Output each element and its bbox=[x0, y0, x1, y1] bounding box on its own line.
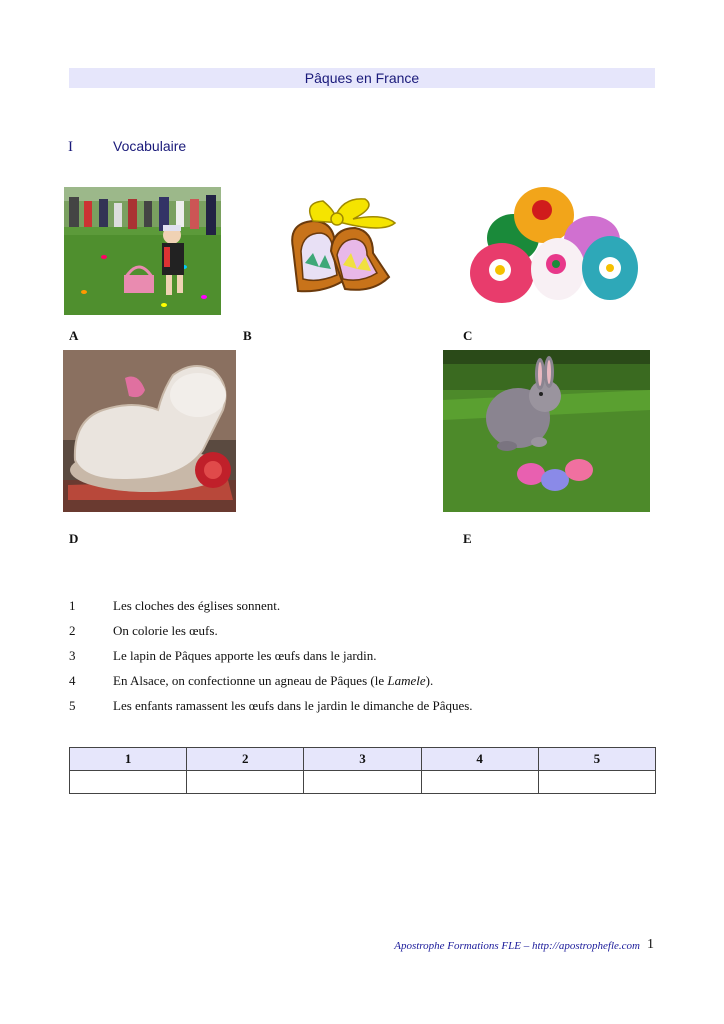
page-title: Pâques en France bbox=[304, 70, 420, 86]
answer-cell[interactable] bbox=[538, 771, 655, 794]
image-d-lamb-cake bbox=[63, 350, 236, 512]
sentence-number: 4 bbox=[69, 673, 76, 688]
answer-cell[interactable] bbox=[70, 771, 187, 794]
answer-header-cell: 3 bbox=[304, 748, 421, 771]
sentence-text: On colorie les œufs. bbox=[113, 623, 218, 638]
sentence-number: 3 bbox=[69, 648, 76, 663]
image-label-a: A bbox=[69, 328, 79, 343]
sentence-text: Les cloches des églises sonnent. bbox=[113, 598, 281, 613]
answer-header-cell: 2 bbox=[187, 748, 304, 771]
answer-header-cell: 5 bbox=[538, 748, 655, 771]
image-label-b: B bbox=[243, 328, 252, 343]
image-label-e: E bbox=[463, 531, 472, 546]
answer-table bbox=[69, 747, 656, 794]
answer-cell[interactable] bbox=[304, 771, 421, 794]
sentence-number: 2 bbox=[69, 623, 76, 638]
sentence-text-part: ). bbox=[425, 673, 434, 688]
page-number: 1 bbox=[647, 937, 654, 952]
image-label-c: C bbox=[463, 328, 473, 343]
section-number: I bbox=[68, 139, 73, 155]
image-e-rabbit bbox=[443, 350, 650, 512]
section-title: Vocabulaire bbox=[113, 138, 187, 154]
answer-table-row bbox=[70, 771, 656, 794]
sentence-italic-word: Lamele bbox=[387, 673, 426, 688]
answer-table-header-row bbox=[70, 748, 656, 771]
sentence-text bbox=[113, 673, 433, 689]
image-c-painted-eggs bbox=[468, 180, 643, 310]
sentence-text: Les enfants ramassent les œufs dans le jardin le dimanche de Pâques. bbox=[113, 698, 473, 713]
sentence-text-part: En Alsace, on confectionne un agneau de Pâques (le bbox=[113, 673, 388, 688]
answer-cell[interactable] bbox=[421, 771, 538, 794]
answer-cell[interactable] bbox=[187, 771, 304, 794]
image-label-d: D bbox=[69, 531, 79, 546]
title-bar bbox=[69, 68, 655, 88]
footer-credit: Apostrophe Formations FLE – http://apostrophefle.com bbox=[394, 940, 640, 952]
answer-header-cell: 4 bbox=[421, 748, 538, 771]
sentence-number: 5 bbox=[69, 698, 76, 713]
sentence-text: Le lapin de Pâques apporte les œufs dans le jardin. bbox=[113, 648, 377, 663]
image-a-egg-hunt bbox=[64, 187, 221, 315]
sentence-number: 1 bbox=[69, 598, 76, 613]
answer-header-cell: 1 bbox=[70, 748, 187, 771]
image-b-bells bbox=[273, 193, 401, 301]
